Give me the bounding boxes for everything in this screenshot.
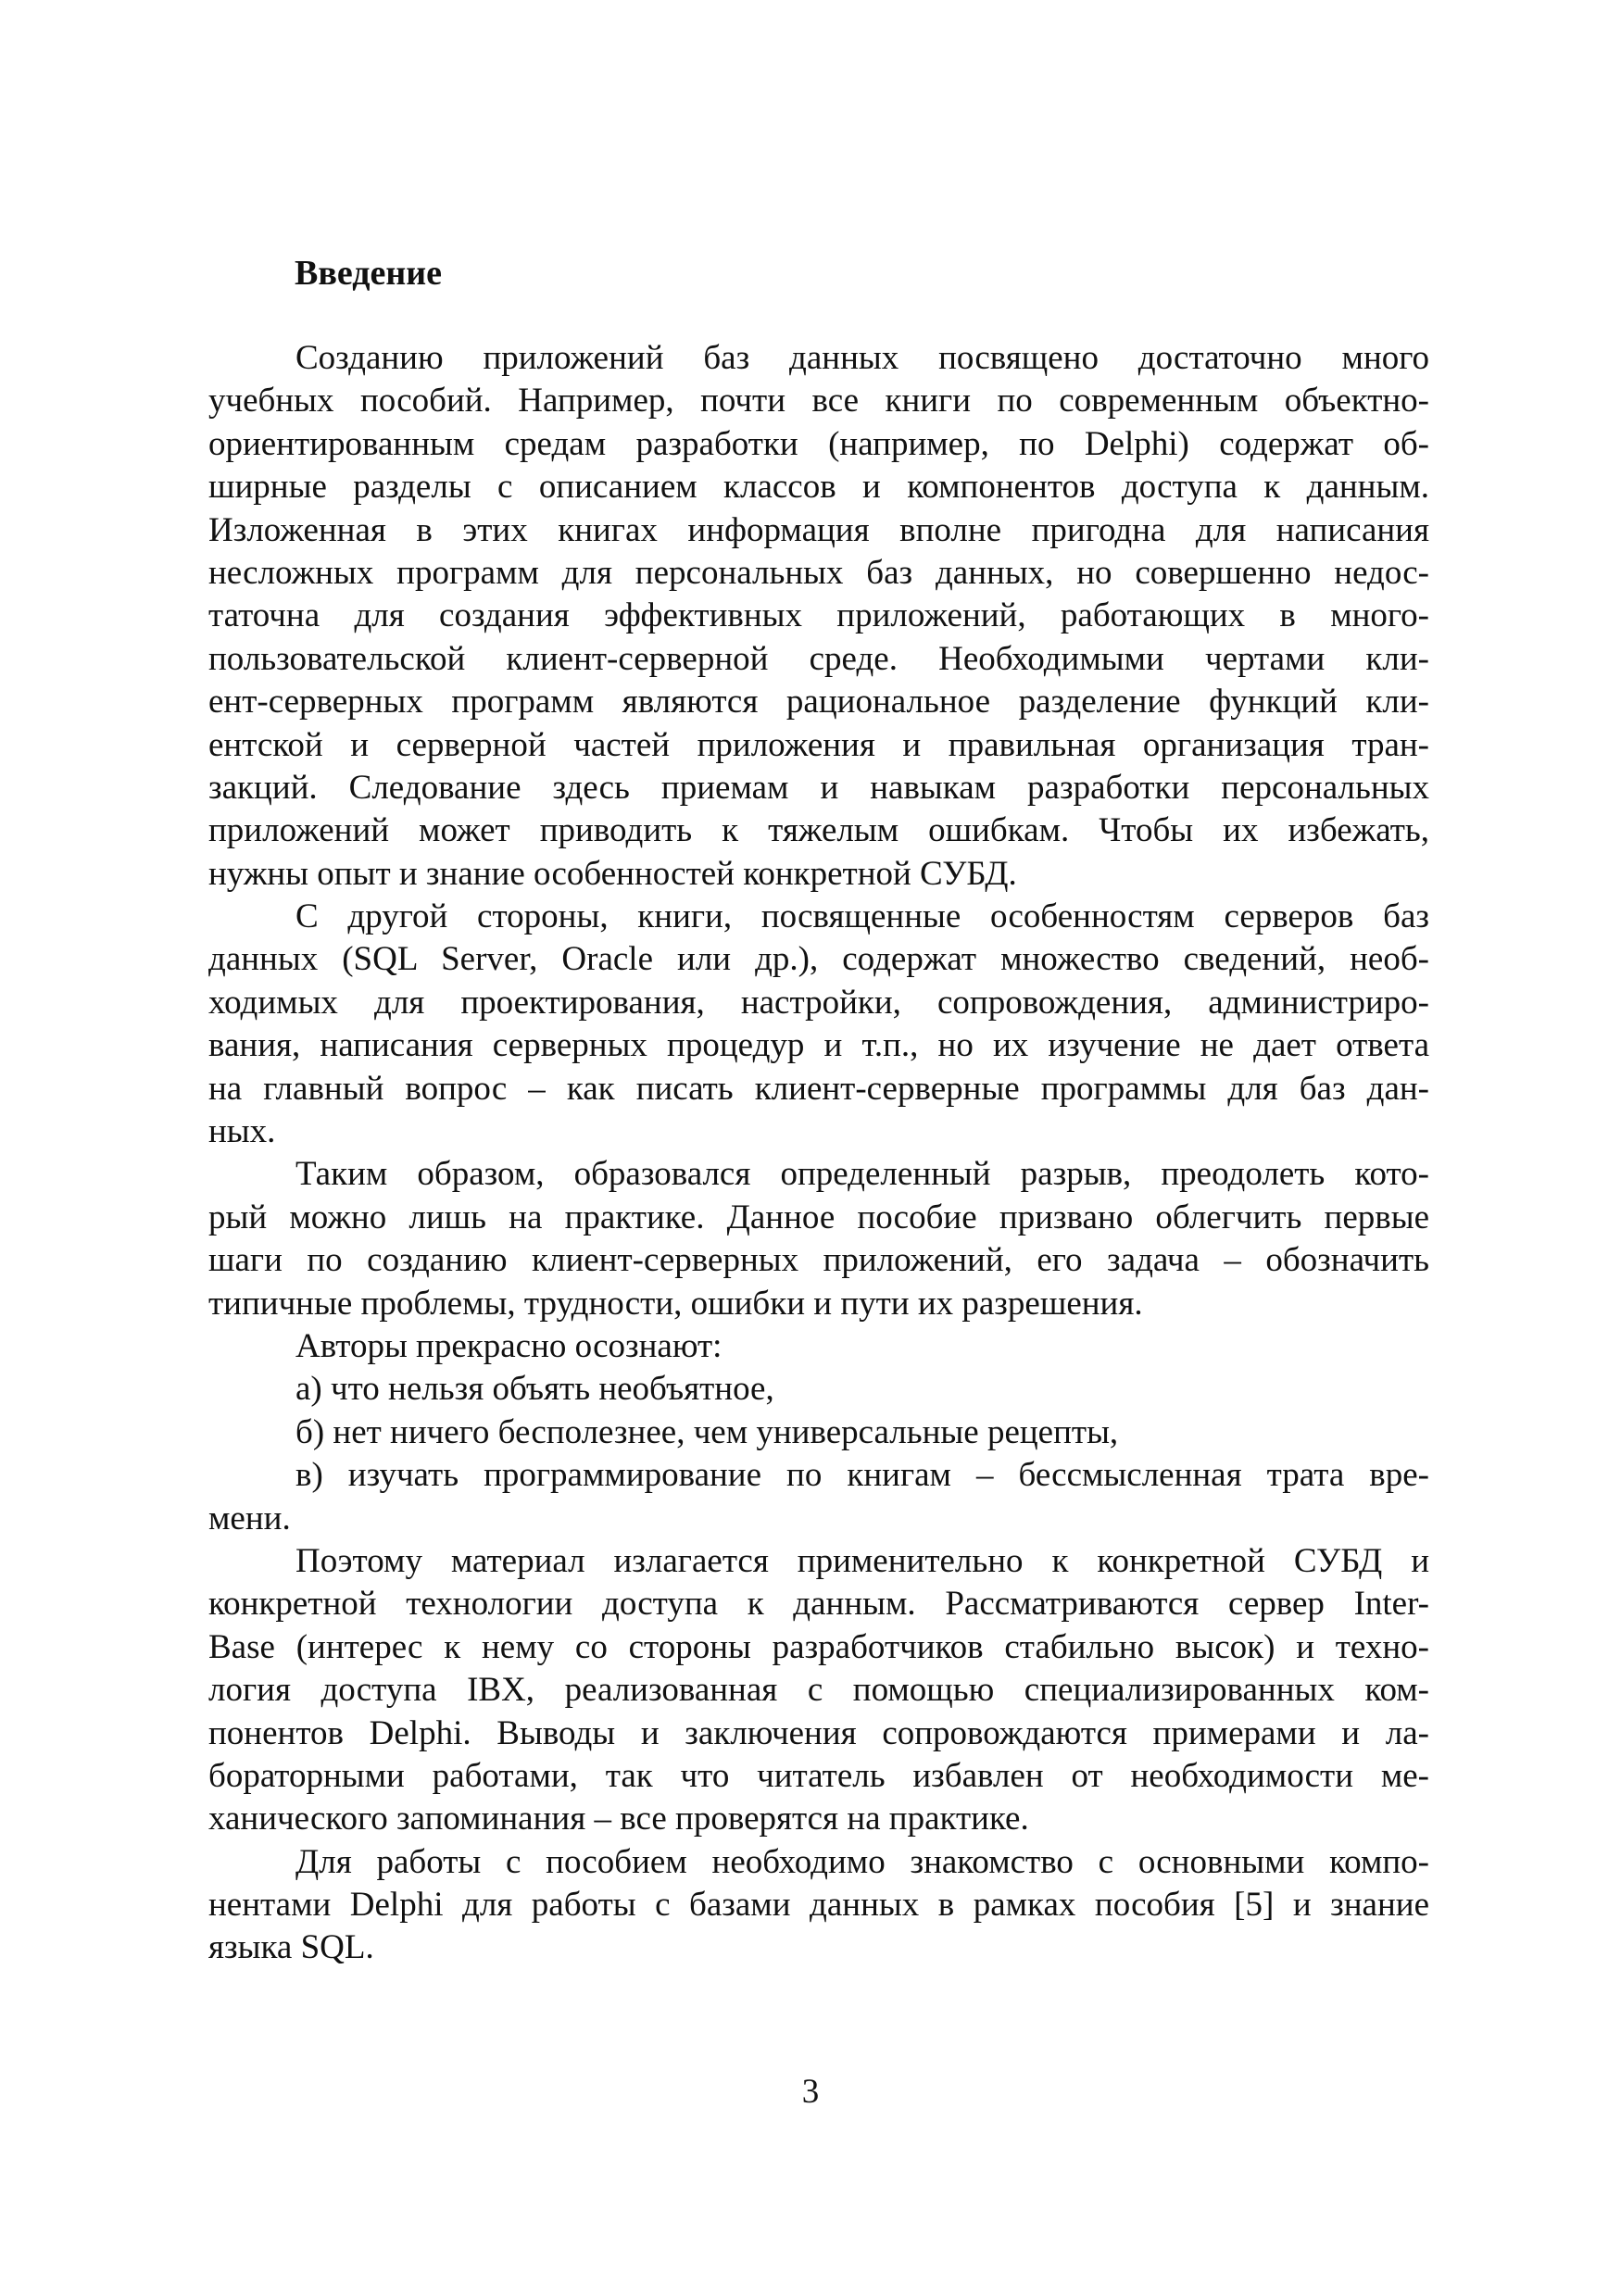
- text-line: ных.: [208, 1112, 276, 1151]
- text-line: Созданию приложений баз данных посвящено достаточно много: [295, 339, 1429, 377]
- text-line: конкретной технологии доступа к данным. Рассматриваются сервер Inter-: [208, 1585, 1429, 1624]
- text-line: пользовательской клиент-серверной среде. Необходимыми чертами кли-: [208, 639, 1429, 678]
- text-line: Для работы с пособием необходимо знакомство с основными компо-: [295, 1842, 1429, 1881]
- text-line: бораторными работами, так что читатель избавлен от необходимости ме-: [208, 1756, 1429, 1795]
- text-line: языка SQL.: [208, 1928, 374, 1967]
- text-line: а) что нельзя объять необъятное,: [295, 1370, 774, 1409]
- text-line: нужны опыт и знание особенностей конкретной СУБД.: [208, 854, 1017, 893]
- text-line: С другой стороны, книги, посвященные особенностям серверов баз: [295, 897, 1429, 936]
- text-line: ентской и серверной частей приложения и правильная организация тран-: [208, 725, 1429, 764]
- text-line: Поэтому материал излагается применительно к конкретной СУБД и: [295, 1541, 1429, 1580]
- page-number: 3: [801, 2073, 820, 2111]
- text-line: таточна для создания эффективных приложений, работающих в много-: [208, 596, 1429, 635]
- text-line: в) изучать программирование по книгам – бессмысленная трата вре-: [295, 1456, 1429, 1495]
- text-line: логия доступа IBX, реализованная с помощью специализированных ком-: [208, 1671, 1429, 1710]
- text-line: рый можно лишь на практике. Данное пособие призвано облегчить первые: [208, 1198, 1429, 1236]
- text-line: несложных программ для персональных баз данных, но совершенно недос-: [208, 553, 1429, 592]
- text-line: данных (SQL Server, Oracle или др.), содержат множество сведений, необ-: [208, 940, 1429, 979]
- text-line: приложений может приводить к тяжелым ошибкам. Чтобы их избежать,: [208, 811, 1429, 850]
- text-line: понентов Delphi. Выводы и заключения сопровождаются примерами и ла-: [208, 1713, 1429, 1752]
- text-line: на главный вопрос – как писать клиент-серверные программы для баз дан-: [208, 1069, 1429, 1108]
- text-line: ент-серверных программ являются рациональное разделение функций кли-: [208, 683, 1429, 721]
- text-line: ширные разделы с описанием классов и компонентов доступа к данным.: [208, 468, 1429, 507]
- text-line: нентами Delphi для работы с базами данных в рамках пособия [5] и знание: [208, 1886, 1429, 1925]
- text-line: вания, написания серверных процедур и т.п., но их изучение не дает ответа: [208, 1026, 1429, 1065]
- text-line: Изложенная в этих книгах информация вполне пригодна для написания: [208, 510, 1429, 549]
- text-line: шаги по созданию клиент-серверных приложений, его задача – обозначить: [208, 1241, 1429, 1280]
- text-line: Авторы прекрасно осознают:: [295, 1326, 723, 1365]
- text-line: мени.: [208, 1499, 291, 1537]
- text-line: закций. Следование здесь приемам и навыкам разработки персональных: [208, 768, 1429, 807]
- text-line: Таким образом, образовался определенный разрыв, преодолеть кото-: [295, 1155, 1429, 1194]
- text-line: ориентированным средам разработки (например, по Delphi) содержат об-: [208, 424, 1429, 463]
- text-line: ходимых для проектирования, настройки, сопровождения, администриро-: [208, 983, 1429, 1022]
- section-heading: Введение: [295, 254, 442, 293]
- text-line: учебных пособий. Например, почти все книги по современным объектно-: [208, 382, 1429, 420]
- text-line: б) нет ничего бесполезнее, чем универсальные рецепты,: [295, 1412, 1119, 1451]
- text-line: Base (интерес к нему со стороны разработчиков стабильно высок) и техно-: [208, 1627, 1429, 1666]
- text-line: ханического запоминания – все проверятся на практике.: [208, 1800, 1029, 1838]
- text-line: типичные проблемы, трудности, ошибки и пути их разрешения.: [208, 1284, 1143, 1323]
- body-text: [208, 337, 1429, 1970]
